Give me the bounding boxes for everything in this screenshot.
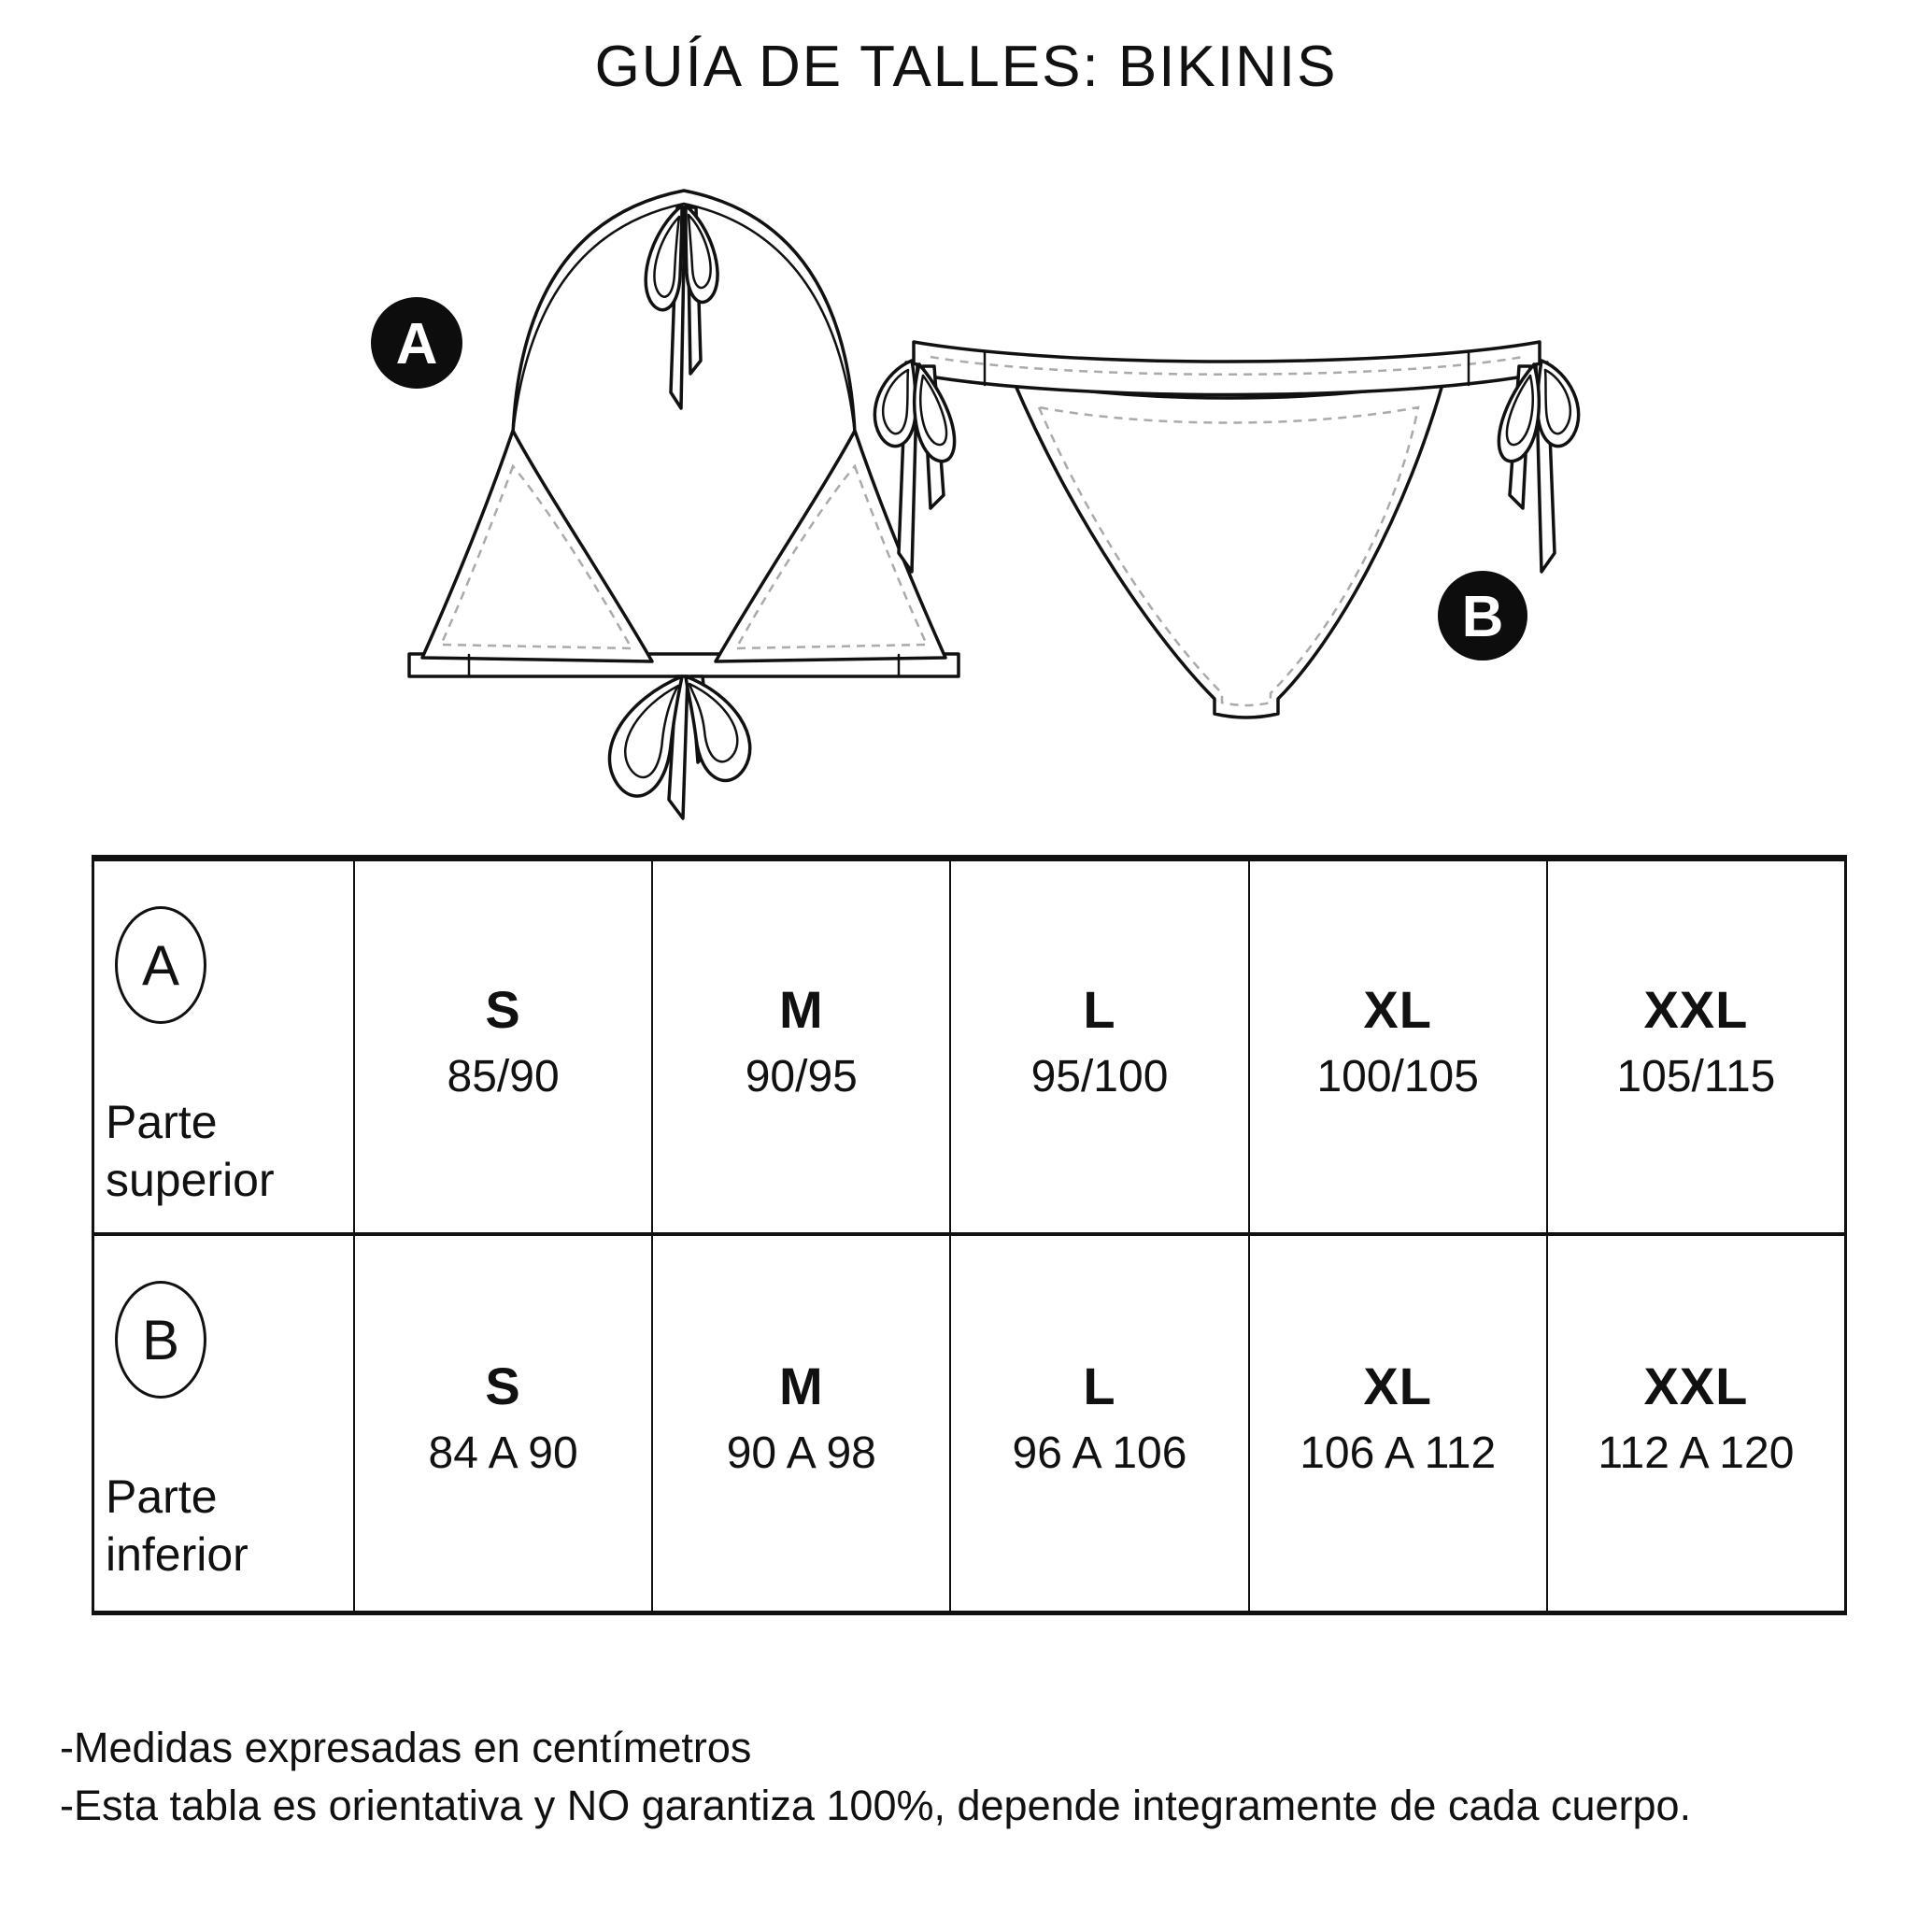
size-letter: XXL [1643, 979, 1749, 1039]
label-line: superior [106, 1154, 275, 1206]
size-range: 105/115 [1616, 1051, 1776, 1101]
size-letter: S [485, 979, 521, 1039]
badge-b-letter: B [1461, 585, 1504, 649]
size-table [92, 855, 1847, 1615]
size-cell-b-xl [1248, 1236, 1546, 1611]
bikini-bottom-illustration [874, 342, 1578, 717]
footnote-disclaimer: -Esta tabla es orientativa y NO garantiza 100%, depende integramente de cada cuerpo. [60, 1782, 1692, 1829]
right-side-tie [1499, 361, 1578, 572]
row-label-cell-a [94, 861, 353, 1236]
circled-letter-a: A [115, 906, 206, 1024]
size-letter: XL [1363, 979, 1432, 1039]
size-letter: XL [1363, 1356, 1432, 1415]
size-range: 112 A 120 [1598, 1428, 1795, 1478]
bikini-illustrations [0, 0, 1932, 859]
size-letter: XXL [1643, 1356, 1749, 1415]
label-line: Parte [106, 1096, 218, 1148]
size-range: 96 A 106 [1012, 1428, 1187, 1478]
marker-a-badge [371, 297, 462, 389]
waistband [914, 342, 1540, 395]
bikini-top-illustration [409, 191, 959, 818]
footnote-measures: -Medidas expresadas en centímetros [60, 1724, 752, 1771]
row-b-label-text [106, 1468, 249, 1584]
marker-b-badge [1438, 571, 1527, 661]
size-range: 90 A 98 [726, 1428, 876, 1478]
size-range: 85/90 [447, 1051, 560, 1101]
footnotes [60, 1719, 1691, 1835]
size-cell-b-xxl [1546, 1236, 1844, 1611]
circled-letter-b: B [115, 1281, 206, 1399]
label-line: Parte [106, 1470, 218, 1523]
size-range: 100/105 [1316, 1051, 1479, 1101]
size-cell-b-l [949, 1236, 1247, 1611]
badge-a-letter: A [395, 312, 438, 376]
bottom-band-bow [609, 676, 749, 818]
size-letter: L [1083, 1356, 1116, 1415]
size-cell-b-s [353, 1236, 651, 1611]
size-cell-a-xl [1248, 861, 1546, 1236]
bow-loop [686, 676, 750, 781]
label-line: inferior [106, 1528, 249, 1581]
size-range: 90/95 [745, 1051, 858, 1101]
size-letter: M [778, 979, 824, 1039]
size-range: 84 A 90 [428, 1428, 578, 1478]
size-letter: L [1083, 979, 1116, 1039]
row-a-label-text [106, 1093, 275, 1209]
size-cell-a-s [353, 861, 651, 1236]
size-cell-b-m [651, 1236, 949, 1611]
size-cell-a-xxl [1546, 861, 1844, 1236]
size-letter: S [485, 1356, 521, 1415]
size-cell-a-l [949, 861, 1247, 1236]
size-range: 95/100 [1030, 1051, 1169, 1101]
row-label-cell-b [94, 1236, 353, 1611]
left-cup [422, 431, 652, 661]
size-letter: M [778, 1356, 824, 1415]
size-cell-a-m [651, 861, 949, 1236]
bottom-front-panel [1014, 381, 1443, 717]
top-neck-bow [646, 206, 717, 408]
size-range: 106 A 112 [1300, 1428, 1497, 1478]
page-title: GUÍA DE TALLES: BIKINIS [594, 35, 1338, 99]
